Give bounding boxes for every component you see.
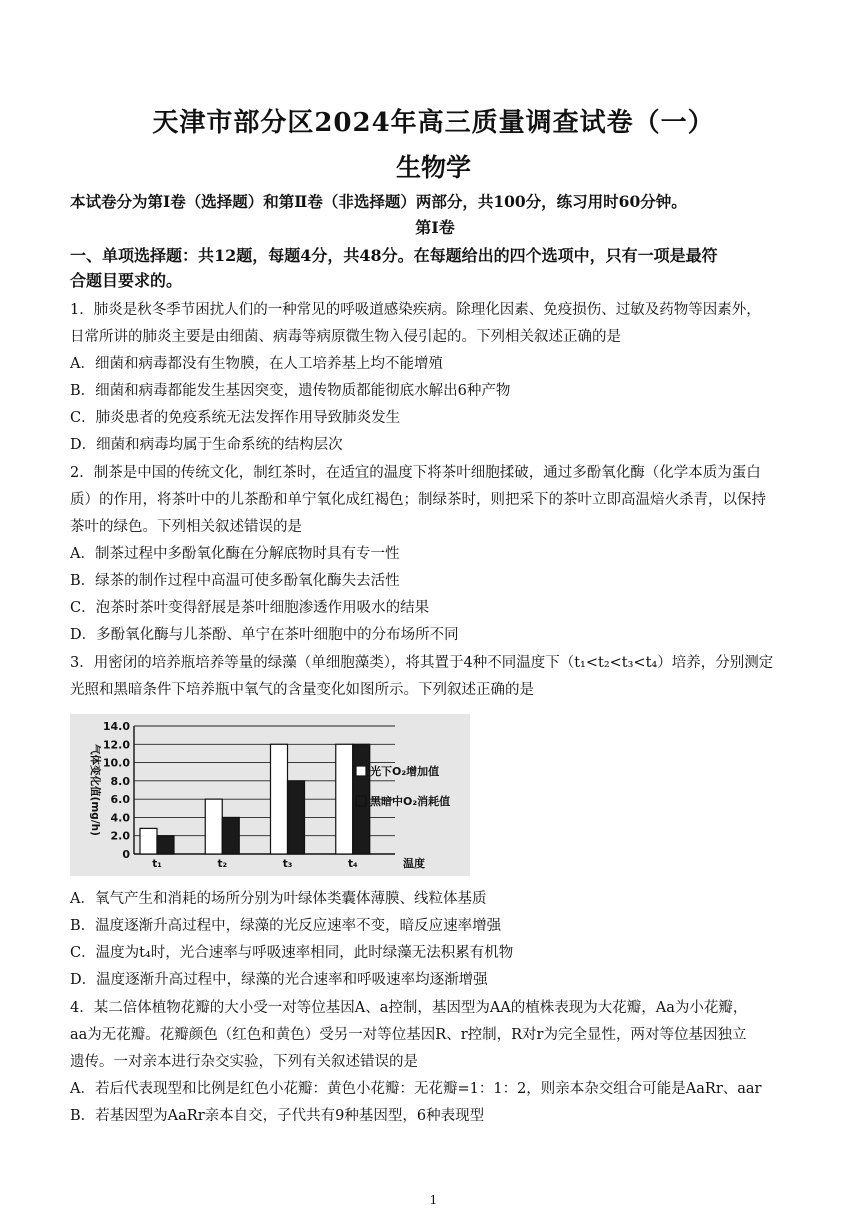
q3-option-c: C．温度为t₄时，光合速率与呼吸速率相同，此时绿藻无法积累有机物 [70,945,514,961]
q4-stem-line1: 4．某二倍体植物花瓣的大小受一对等位基因A、a控制，基因型为AA的植株表现为大花瓣，Aa为小花瓣， [70,1000,748,1016]
legend-swatch [356,766,366,776]
q2-option-b: B．绿茶的制作过程中高温可使多酚氧化酶失去活性 [70,573,400,589]
q2-stem-line1: 2．制茶是中国的传统文化，制红茶时，在适宜的温度下将茶叶细胞揉破，通过多酚氧化酶（化学本质为蛋白 [70,465,761,481]
q1-stem-line1: 1．肺炎是秋冬季节困扰人们的一种常见的呼吸道感染疾病。除理化因素、免疫损伤、过敏及药物等因素外， [70,302,761,318]
y-tick-label: 10.0 [102,756,130,770]
q3-stem-line2: 光照和黑暗条件下培养瓶中氧气的含量变化如图所示。下列叙述正确的是 [70,682,534,698]
y-tick-label: 14.0 [102,720,130,733]
x-tick-label: t₄ [347,858,358,870]
y-tick-label: 12.0 [102,738,130,752]
x-tick-label: t₂ [217,858,228,870]
legend-label: 黑暗中O₂消耗值 [370,795,451,808]
bar-light-o2-increase [205,799,222,854]
bar-light-o2-increase [140,828,157,854]
q2-option-d: D．多酚氧化酶与儿茶酚、单宁在茶叶细胞中的分布场所不同 [70,627,459,643]
bar-light-o2-increase [271,744,288,854]
bar-dark-o2-consumption [157,836,174,854]
y-axis-label: 气体变化值(mg/h) [89,744,101,836]
part-heading: 第Ⅰ卷 [415,218,455,237]
y-tick-label: 8.0 [110,774,130,788]
bar-light-o2-increase [336,744,353,854]
exam-title: 天津市部分区2024年高三质量调查试卷（一） [152,108,715,138]
q4-option-a: A．若后代表现型和比例是红色小花瓣：黄色小花瓣：无花瓣=1：1：2，则亲本杂交组合可能是AaRr、aar [70,1081,762,1097]
page-number: 1 [429,1193,438,1207]
q2-option-c: C．泡茶时茶叶变得舒展是茶叶细胞渗透作用吸水的结果 [70,600,430,616]
oxygen-chart [70,714,470,876]
subject-title: 生物学 [395,153,471,182]
x-tick-label: t₁ [152,858,162,870]
y-tick-label: 6.0 [110,793,130,807]
bar-dark-o2-consumption [288,781,305,854]
legend-swatch [356,796,366,806]
x-axis-label: 温度 [403,857,425,870]
section-instructions-line1: 一、单项选择题：共12题，每题4分，共48分。在每题给出的四个选项中，只有一项是最符 [70,246,718,265]
q2-option-a: A．制茶过程中多酚氧化酶在分解底物时具有专一性 [70,546,400,562]
section-instructions-line2: 合题目要求的。 [70,271,183,290]
q1-option-d: D．细菌和病毒均属于生命系统的结构层次 [70,437,343,453]
q3-option-d: D．温度逐渐升高过程中，绿藻的光合速率和呼吸速率均逐渐增强 [70,972,488,988]
q3-option-a: A．氧气产生和消耗的场所分别为叶绿体类囊体薄膜、线粒体基质 [70,891,487,907]
bar-dark-o2-consumption [222,817,239,854]
q2-stem-line3: 茶叶的绿色。下列相关叙述错误的是 [70,519,302,535]
q3-option-b: B．温度逐渐升高过程中，绿藻的光反应速率不变，暗反应速率增强 [70,918,502,934]
y-tick-label: 4.0 [110,811,130,825]
q3-stem-line1: 3．用密闭的培养瓶培养等量的绿藻（单细胞藻类），将其置于4种不同温度下（t₁<t₂<t₃<t₄）培养，分别测定 [70,655,774,671]
q1-option-a: A．细菌和病毒都没有生物膜，在人工培养基上均不能增殖 [70,356,443,372]
q4-stem-line2: aa为无花瓣。花瓣颜色（红色和黄色）受另一对等位基因R、r控制，R对r为完全显性，两对等位基因独立 [70,1027,747,1043]
q1-stem-line2: 日常所讲的肺炎主要是由细菌、病毒等病原微生物入侵引起的。下列相关叙述正确的是 [70,329,621,345]
oxygen-bar-chart [70,714,470,876]
q2-stem-line2: 质）的作用，将茶叶中的儿茶酚和单宁氧化成红褐色；制绿茶时，则把采下的茶叶立即高温焙火杀青，以保持 [70,492,766,508]
x-tick-label: t₃ [282,858,293,870]
y-tick-label: 0 [122,848,130,861]
legend-label: 光下O₂增加值 [370,765,440,778]
y-tick-label: 2.0 [110,829,130,843]
q4-option-b: B．若基因型为AaRr亲本自交，子代共有9种基因型，6种表现型 [70,1108,485,1124]
exam-intro: 本试卷分为第Ⅰ卷（选择题）和第Ⅱ卷（非选择题）两部分，共100分，练习用时60分钟。 [70,192,687,211]
q1-option-c: C．肺炎患者的免疫系统无法发挥作用导致肺炎发生 [70,410,401,426]
q4-stem-line3: 遗传。一对亲本进行杂交实验，下列有关叙述错误的是 [70,1054,418,1070]
q1-option-b: B．细菌和病毒都能发生基因突变，遗传物质都能彻底水解出6种产物 [70,383,511,399]
